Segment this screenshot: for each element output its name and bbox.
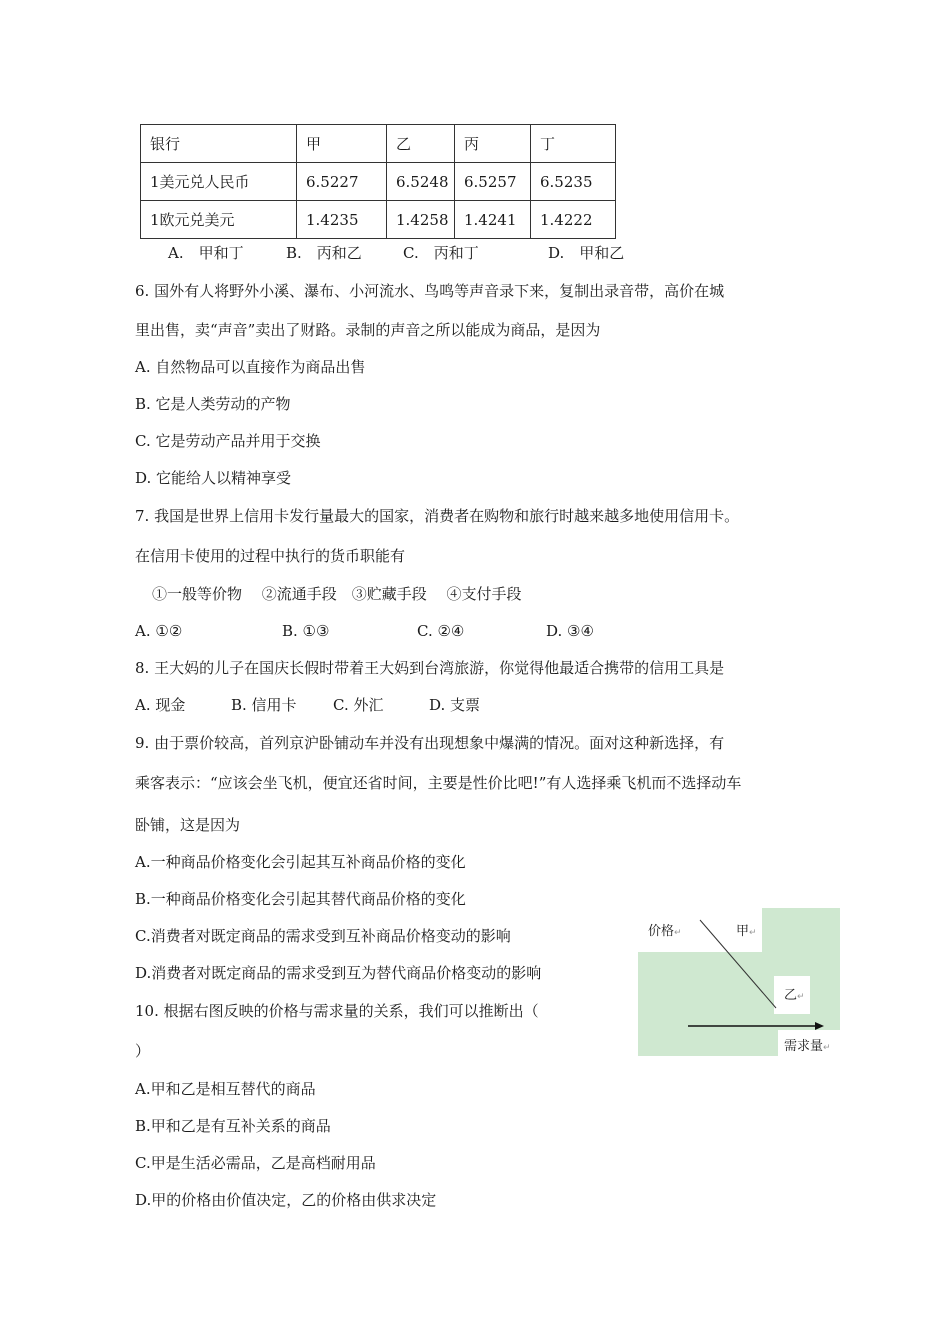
q10-stem-line-1: 10. 根据右图反映的价格与需求量的关系，我们可以推断出（ xyxy=(135,1002,539,1020)
table-cell: 6.5227 xyxy=(297,163,387,201)
table-row xyxy=(141,201,616,239)
q10-option-c: C.甲是生活必需品，乙是高档耐用品 xyxy=(135,1154,376,1172)
q7-stem-line-2: 在信用卡使用的过程中执行的货币职能有 xyxy=(135,547,406,565)
q10-option-d: D.甲的价格由价值决定，乙的价格由供求决定 xyxy=(135,1191,437,1209)
q9-option-a: A.一种商品价格变化会引起其互补商品价格的变化 xyxy=(135,853,466,871)
q6-option-a: A. 自然物品可以直接作为商品出售 xyxy=(135,358,366,376)
exchange-rate-table xyxy=(140,124,616,239)
q10-option-b: B.甲和乙是有互补关系的商品 xyxy=(135,1117,331,1135)
q5-option-a: A. 甲和丁 xyxy=(168,244,244,262)
figure-label-price: 价格↵ xyxy=(648,924,682,939)
table-cell: 1美元兑人民币 xyxy=(141,163,297,201)
q7-stem-line-1: 7. 我国是世界上信用卡发行量最大的国家，消费者在购物和旅行时越来越多地使用信用卡。 xyxy=(135,507,740,525)
q8-option-c: C. 外汇 xyxy=(333,696,384,714)
price-demand-figure xyxy=(638,908,840,1056)
q7-option-d: D. ③④ xyxy=(546,622,594,640)
x-axis-arrow xyxy=(815,1022,824,1030)
q9-option-b: B.一种商品价格变化会引起其替代商品价格的变化 xyxy=(135,890,466,908)
table-header-cell: 丙 xyxy=(455,125,531,163)
q8-option-d: D. 支票 xyxy=(429,696,481,714)
table-cell: 1.4241 xyxy=(455,201,531,239)
q9-option-d: D.消费者对既定商品的需求受到互为替代商品价格变动的影响 xyxy=(135,964,542,982)
q10-option-a: A.甲和乙是相互替代的商品 xyxy=(135,1080,316,1098)
table-row xyxy=(141,163,616,201)
q7-option-c: C. ②④ xyxy=(417,622,465,640)
q8-stem: 8. 王大妈的儿子在国庆长假时带着王大妈到台湾旅游，你觉得他最适合携带的信用工具是 xyxy=(135,659,725,677)
q5-option-c: C. 丙和丁 xyxy=(403,244,479,262)
table-cell: 6.5257 xyxy=(455,163,531,201)
q6-option-d: D. 它能给人以精神享受 xyxy=(135,469,292,487)
q6-option-b: B. 它是人类劳动的产物 xyxy=(135,395,291,413)
q9-stem-line-1: 9. 由于票价较高，首列京沪卧铺动车并没有出现想象中爆满的情况。面对这种新选择，有 xyxy=(135,734,725,752)
q7-option-a: A. ①② xyxy=(135,622,183,640)
table-header-cell: 甲 xyxy=(297,125,387,163)
q9-stem-line-3: 卧铺，这是因为 xyxy=(135,816,241,834)
table-cell: 6.5235 xyxy=(531,163,616,201)
table-cell: 1.4258 xyxy=(387,201,455,239)
figure-label-yi: 乙↵ xyxy=(784,988,805,1003)
q5-option-b: B. 丙和乙 xyxy=(286,244,362,262)
q7-choices: ①一般等价物 ②流通手段 ③贮藏手段 ④支付手段 xyxy=(152,585,522,603)
q6-option-c: C. 它是劳动产品并用于交换 xyxy=(135,432,321,450)
q6-stem-line-1: 6. 国外有人将野外小溪、瀑布、小河流水、鸟鸣等声音录下来，复制出录音带，高价在城 xyxy=(135,282,725,300)
q10-stem-line-2: ） xyxy=(135,1042,151,1060)
table-header-cell: 乙 xyxy=(387,125,455,163)
q7-option-b: B. ①③ xyxy=(282,622,330,640)
table-header-cell: 丁 xyxy=(531,125,616,163)
q9-stem-line-2: 乘客表示：“应该会坐飞机，便宜还省时间，主要是性价比吧!”有人选择乘飞机而不选择动车 xyxy=(135,774,742,792)
q8-option-b: B. 信用卡 xyxy=(231,696,297,714)
q9-option-c: C.消费者对既定商品的需求受到互补商品价格变动的影响 xyxy=(135,927,511,945)
table-cell: 1欧元兑美元 xyxy=(141,201,297,239)
table-cell: 1.4235 xyxy=(297,201,387,239)
table-header-row xyxy=(141,125,616,163)
q5-option-d: D. 甲和乙 xyxy=(548,244,625,262)
figure-label-qty: 需求量↵ xyxy=(784,1039,831,1054)
q8-option-a: A. 现金 xyxy=(135,696,186,714)
figure-label-jia: 甲↵ xyxy=(736,924,757,939)
q6-stem-line-2: 里出售，卖“声音”卖出了财路。录制的声音之所以能成为商品，是因为 xyxy=(135,321,601,339)
table-cell: 6.5248 xyxy=(387,163,455,201)
table-cell: 1.4222 xyxy=(531,201,616,239)
table-header-cell: 银行 xyxy=(141,125,297,163)
